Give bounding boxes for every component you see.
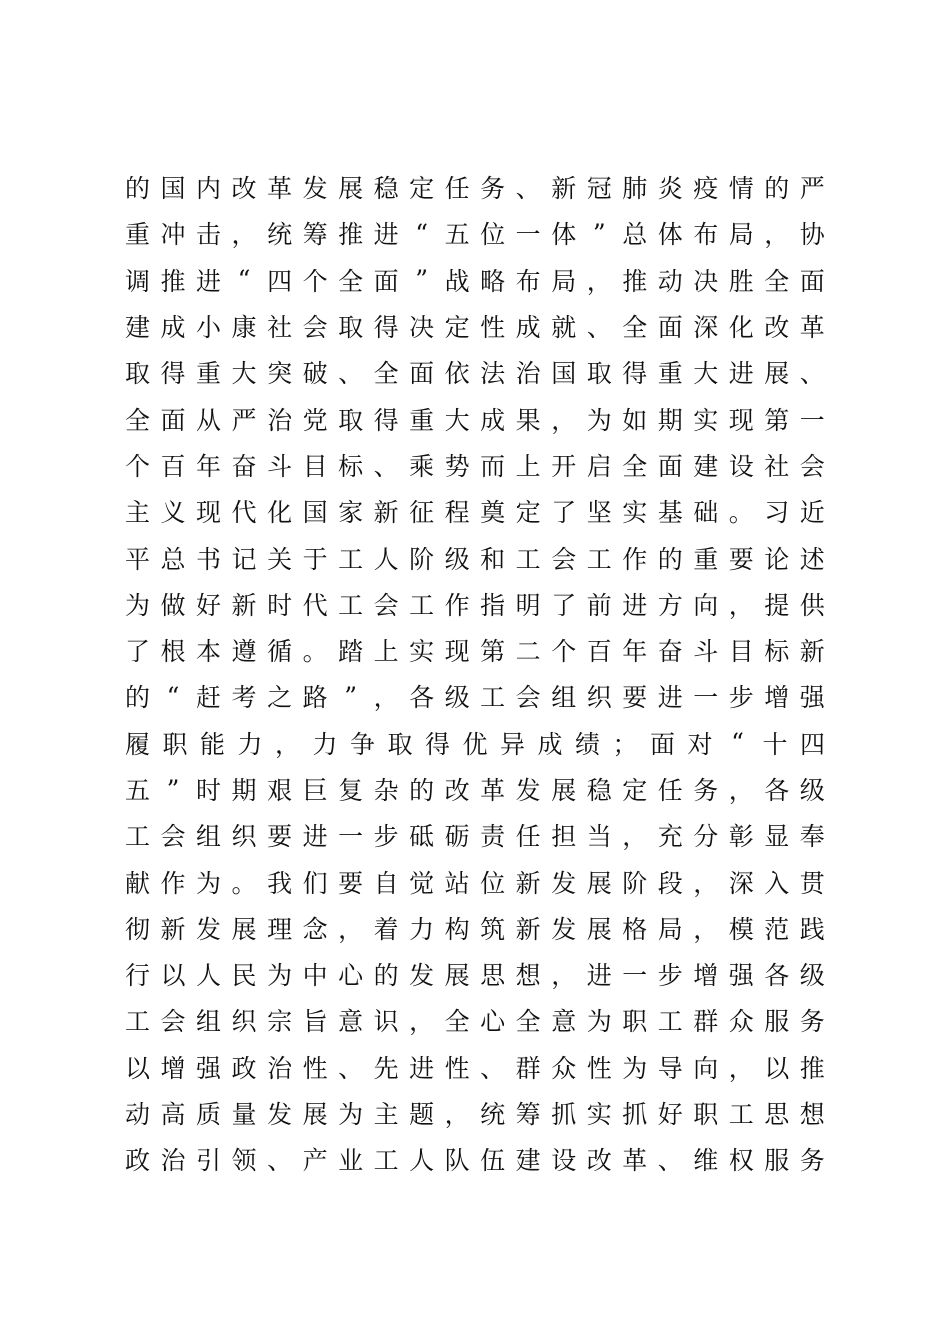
text-line: 工 会 组 织 宗 旨 意 识 ， 全 心 全 意 为 职 工 群 众 服 务	[125, 1007, 825, 1037]
text-line: 取 得 重 大 突 破 、 全 面 依 法 治 国 取 得 重 大 进 展 、	[125, 359, 825, 389]
text-line: 的 “ 赶 考 之 路 ” ， 各 级 工 会 组 织 要 进 一 步 增 强	[125, 681, 825, 713]
text-line: 履 职 能 力 ， 力 争 取 得 优 异 成 绩 ； 面 对 “ 十 四	[125, 728, 826, 759]
text-line: 政 治 引 领 、 产 业 工 人 队 伍 建 设 改 革 、 维 权 服 务	[125, 1146, 825, 1176]
text-line: 了 根 本 遵 循 。 踏 上 实 现 第 二 个 百 年 奋 斗 目 标 新	[125, 637, 825, 667]
text-line: 平 总 书 记 关 于 工 人 阶 级 和 工 会 工 作 的 重 要 论 述	[125, 544, 825, 574]
text-line: 献 作 为 。 我 们 要 自 觉 站 位 新 发 展 阶 段 ， 深 入 贯	[125, 868, 825, 898]
text-line: 动 高 质 量 发 展 为 主 题 ， 统 筹 抓 实 抓 好 职 工 思 想	[125, 1100, 825, 1130]
text-line: 重 冲 击 ， 统 筹 推 进 “ 五 位 一 体 ” 总 体 布 局 ， 协	[125, 218, 825, 250]
text-line: 为 做 好 新 时 代 工 会 工 作 指 明 了 前 进 方 向 ， 提 供	[125, 590, 825, 620]
text-line: 调 推 进 “ 四 个 全 面 ” 战 略 布 局 ， 推 动 决 胜 全 面	[125, 265, 825, 296]
text-line: 主 义 现 代 化 国 家 新 征 程 奠 定 了 坚 实 基 础 。 习 近	[125, 498, 825, 528]
text-line: 全 面 从 严 治 党 取 得 重 大 成 果 ， 为 如 期 实 现 第 一	[125, 405, 825, 435]
text-line: 以 增 强 政 治 性 、 先 进 性 、 群 众 性 为 导 向 ， 以 推	[125, 1053, 825, 1083]
body-text	[125, 164, 825, 1183]
text-line: 五 ” 时 期 艰 巨 复 杂 的 改 革 发 展 稳 定 任 务 ， 各 级	[125, 774, 825, 805]
text-line: 彻 新 发 展 理 念 ， 着 力 构 筑 新 发 展 格 局 ， 模 范 践	[125, 914, 825, 944]
text-line: 行 以 人 民 为 中 心 的 发 展 思 想 ， 进 一 步 增 强 各 级	[125, 961, 825, 991]
text-line: 工 会 组 织 要 进 一 步 砥 砺 责 任 担 当 ， 充 分 彰 显 奉	[125, 822, 825, 852]
text-line: 个 百 年 奋 斗 目 标 、 乘 势 而 上 开 启 全 面 建 设 社 会	[125, 451, 825, 481]
text-line: 的 国 内 改 革 发 展 稳 定 任 务 、 新 冠 肺 炎 疫 情 的 严	[125, 174, 825, 204]
text-line: 建 成 小 康 社 会 取 得 决 定 性 成 就 、 全 面 深 化 改 革	[125, 313, 825, 343]
